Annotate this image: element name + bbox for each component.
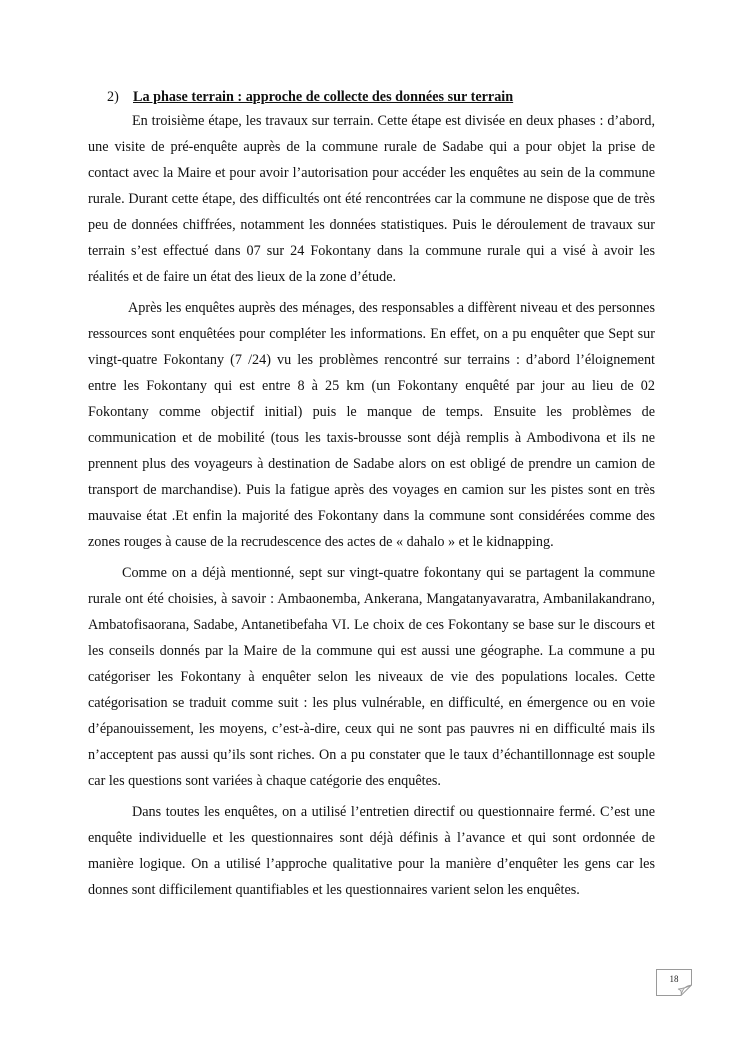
page-content [88, 86, 655, 908]
paragraph-2: Après les enquêtes auprès des ménages, des responsables a diffèrent niveau et des personnes ressources sont enquêtées pour compléter les informations. En effet, on a pu enquêter que Sept sur vingt-quatre Fokontany (7 /24) vu les problèmes rencontré sur terrains : d’abord l’éloignement entre les Fokontany qui est entre 8 à 25 km (un Fokontany enquêté par jour au lieu de 02 Fokontany comme objectif initial) puis le manque de temps. Ensuite les problèmes de communication et de mobilité (tous les taxis-brousse sont déjà remplis à Ambodivona et ils ne prennent plus des voyageurs à destination de Sadabe alors on est obligé de prendre un camion de transport de marchandise). Puis la fatigue après des voyages en camion sur les pistes sont en très mauvaise état .Et enfin la majorité des Fokontany dans la commune sont considérées comme des zones rouges à cause de la recrudescence des actes de « dahalo » et le kidnapping. [88, 300, 655, 550]
section-title: La phase terrain : approche de collecte des données sur terrain [133, 89, 514, 105]
page-number-box [656, 969, 692, 996]
section-number: 2) [107, 89, 119, 105]
paragraph-3: Comme on a déjà mentionné, sept sur vingt-quatre fokontany qui se partagent la commune rurale ont été choisies, à savoir : Ambaonemba, Ankerana, Mangatanyavaratra, Ambanilakandrano, Ambatofisaorana, Sadabe, Antanetibefaha VI. Le choix de ces Fokontany se base sur le discours et les conseils donnés par la Maire de la commune qui est aussi une géographe. La commune a pu catégoriser les Fokontany à enquêter selon les niveaux de vie des populations locales. Cette catégorisation se traduit comme suit : les plus vulnérable, en difficulté, en émergence ou en voie d’épanouissement, les moyens, c’est-à-dire, ceux qui ne sont pas pauvres ni en difficulté mais ils n’acceptent pas aussi qu’ils sont riches. On a pu constater que le taux d’échantillonnage est souple car les questions sont variées à chaque catégorie des enquêtes. [88, 565, 655, 789]
section-heading [107, 86, 655, 108]
paragraph-4: Dans toutes les enquêtes, on a utilisé l’entretien directif ou questionnaire fermé. C’est une enquête individuelle et les questionnaires sont déjà définis à l’avance et qui sont ordonnée de manière logique. On a utilisé l’approche qualitative pour la manière d’enquêter les gens car les donnes sont difficilement quantifiables et les questionnaires varient selon les enquêtes. [88, 804, 655, 898]
page-number: 18 [669, 974, 679, 984]
paragraph-1: En troisième étape, les travaux sur terrain. Cette étape est divisée en deux phases : d’abord, une visite de pré-enquête auprès de la commune rurale de Sadabe qui a pour objet la prise de contact avec la Maire et pour avoir l’autorisation pour accéder les enquêtes au sein de la commune rurale. Durant cette étape, des difficultés ont été rencontrées car la commune ne dispose que de très peu de données chiffrées, notamment les données statistiques. Puis le déroulement de travaux sur terrain s’est effectué dans 07 sur 24 Fokontany dans la commune rurale qui a visé à avoir les réalités et de faire un état des lieux de la zone d’étude. [88, 113, 655, 285]
